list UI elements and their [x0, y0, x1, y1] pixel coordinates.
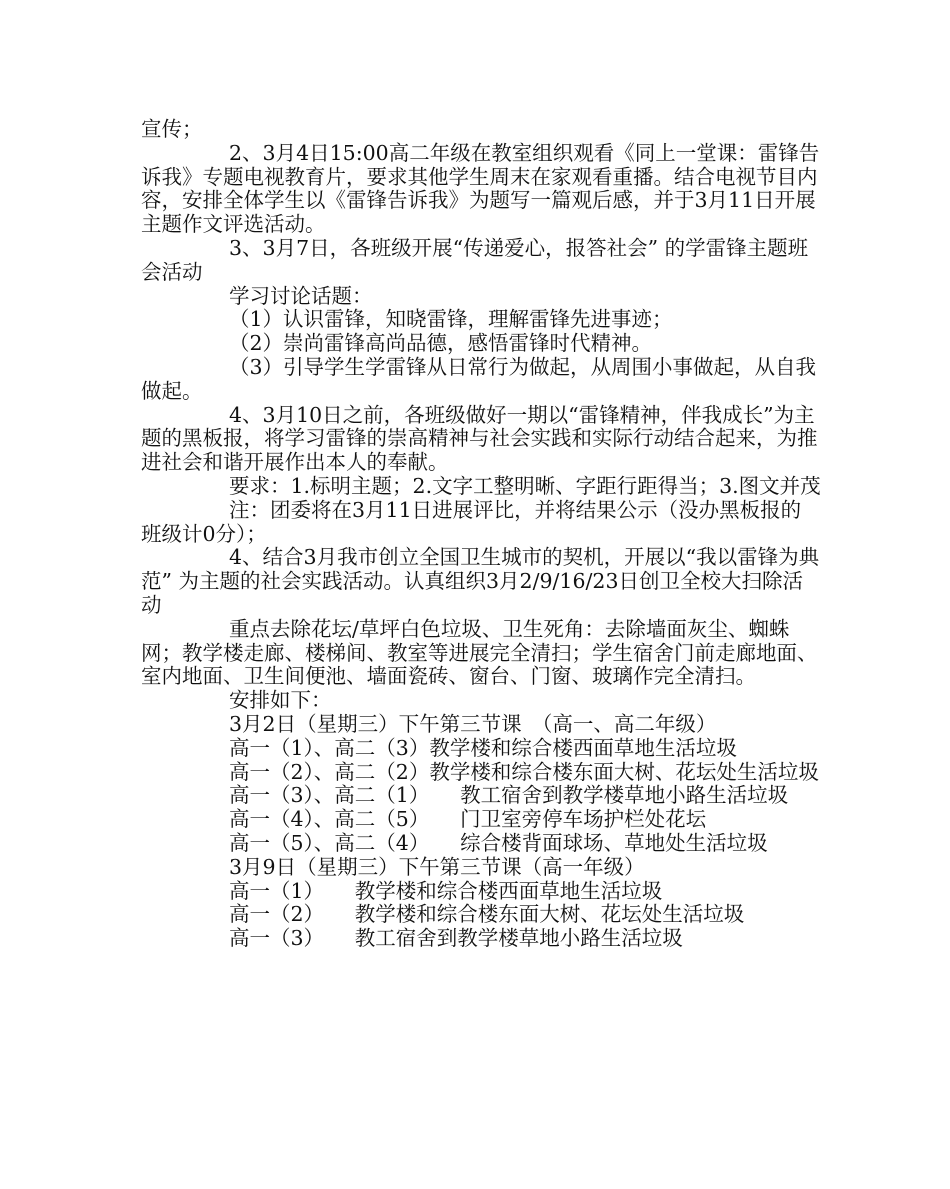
paragraph-19: 3月9日（星期三）下午第三节课（高一年级）	[229, 854, 645, 879]
paragraph-16: 高一（3）、高二（1） 教工宿舍到教学楼草地小路生活垃圾	[229, 783, 789, 808]
paragraph-14: 高一（1）、高二（3）教学楼和综合楼西面草地生活垃圾	[229, 735, 737, 760]
paragraph-1: 2、3月4日15:00高二年级在教室组织观看《同上一堂课：雷锋告诉我》专题电视教育片，要求其他学生周末在家观看重播。结合电视节目内容，安排全体学生以《雷锋告诉我》为题写一篇观后感，并于3月11日开展主题作文评选活动。	[141, 140, 820, 237]
paragraph-0: 宣传；	[141, 117, 203, 141]
paragraph-20: 高一（1） 教学楼和综合楼西面草地生活垃圾	[229, 878, 663, 903]
document-page	[141, 118, 821, 951]
paragraph-2: 3、3月7日，各班级开展“传递爱心，报答社会” 的学雷锋主题班会活动	[141, 235, 809, 284]
paragraph-7: 4、3月10日之前，各班级做好一期以“雷锋精神，伴我成长”为主题的黑板报，将学习雷锋的崇高精神与社会实践和实际行动结合起来，为推进社会和谐开展作出本人的奉献。	[141, 402, 818, 475]
paragraph-12: 安排如下：	[229, 688, 332, 713]
paragraph-3: 学习讨论话题：	[229, 283, 373, 308]
paragraph-4: （1）认识雷锋，知晓雷锋，理解雷锋先进事迹；	[229, 307, 673, 332]
paragraph-22: 高一（3） 教工宿舍到教学楼草地小路生活垃圾	[229, 926, 683, 951]
paragraph-13: 3月2日（星期三）下午第三节课 （高一、高二年级）	[229, 711, 717, 736]
paragraph-11: 重点去除花坛/草坪白色垃圾、卫生死角：去除墙面灰尘、蜘蛛网；教学楼走廊、楼梯间、教室等进展完全清扫；学生宿舍门前走廊地面、室内地面、卫生间便池、墙面瓷砖、窗台、门窗、玻璃作完全清扫。	[141, 616, 818, 689]
paragraph-6: （3）引导学生学雷锋从日常行为做起，从周围小事做起，从自我做起。	[141, 354, 817, 403]
paragraph-10: 4、结合3月我市创立全国卫生城市的契机，开展以“我以雷锋为典范” 为主题的社会实践活动。认真组织3月2/9/16/23日创卫全校大扫除活动	[141, 545, 820, 617]
paragraph-21: 高一（2） 教学楼和综合楼东面大树、花坛处生活垃圾	[229, 902, 745, 927]
paragraph-5: （2）崇尚雷锋高尚品德，感悟雷锋时代精神。	[229, 331, 653, 356]
paragraph-17: 高一（4）、高二（5） 门卫室旁停车场护栏处花坛	[229, 807, 707, 832]
paragraph-8: 要求：1.标明主题；2.文字工整明晰、字距行距得当；3.图文并茂	[229, 473, 821, 498]
paragraph-18: 高一（5）、高二（4） 综合楼背面球场、草地处生活垃圾	[229, 830, 768, 855]
paragraph-15: 高一（2）、高二（2）教学楼和综合楼东面大树、花坛处生活垃圾	[229, 759, 819, 784]
paragraph-9: 注：团委将在3月11日进展评比，并将结果公示（没办黑板报的班级计0分）；	[141, 497, 802, 546]
